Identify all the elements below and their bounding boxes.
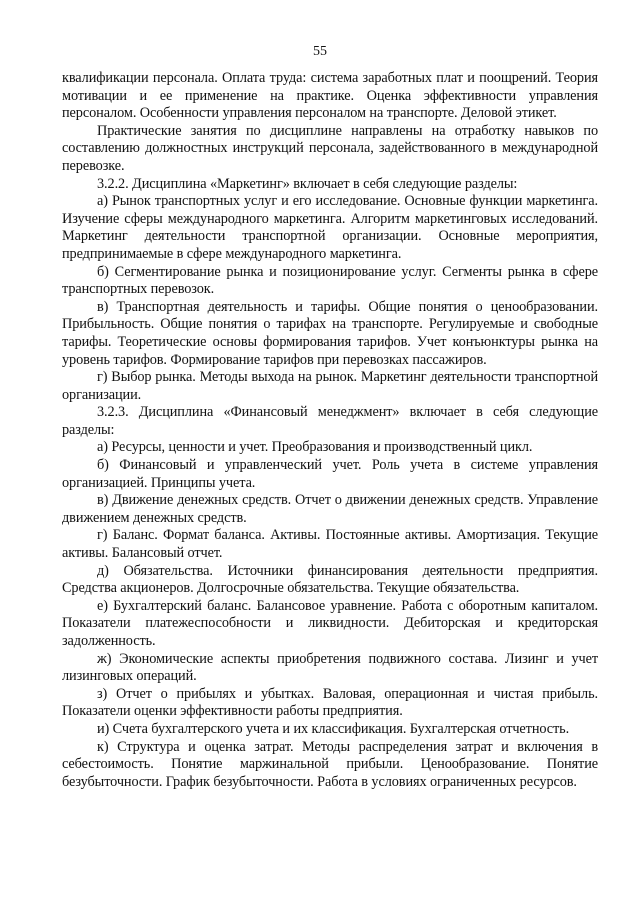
marketing-item-a: а) Рынок транспортных услуг и его исследование. Основные функции маркетинга. Изучение сферы международного маркетинга. Алгоритм маркетинговых исследований. Маркетинг деятельности транспортной организации. Основные мероприятия, предпринимаемые в сфере международного маркетинга. [62, 193, 598, 262]
finance-item-a: а) Ресурсы, ценности и учет. Преобразования и производственный цикл. [97, 439, 533, 456]
finance-item-v: в) Движение денежных средств. Отчет о движении денежных средств. Управление движением денежных средств. [62, 492, 598, 526]
finance-item-b: б) Финансовый и управленческий учет. Роль учета в системе управления организацией. Принципы учета. [62, 457, 598, 491]
finance-item-i: и) Счета бухгалтерского учета и их классификация. Бухгалтерская отчетность. [97, 720, 570, 737]
document-body [62, 70, 598, 791]
section-heading-financial-management: 3.2.3. Дисциплина «Финансовый менеджмент» включает в себя следующие разделы: [62, 404, 598, 438]
paragraph-practical-classes: Практические занятия по дисциплине направлены на отработку навыков по составлению должностных инструкций персонала, задействованного в международной перевозке. [62, 122, 598, 174]
finance-item-k: к) Структура и оценка затрат. Методы распределения затрат и включения в себестоимость. Понятие маржинальной прибыли. Ценообразование. Понятие безубыточности. График безубыточности. Работа в условиях ограниченных ресурсов. [62, 738, 598, 790]
marketing-item-v: в) Транспортная деятельность и тарифы. Общие понятия о ценообразовании. Прибыльность. Общие понятия о тарифах на транспорте. Регулируемые и свободные тарифы. Теоретические основы формирования тарифов. Учет конъюнктуры рынка на уровень тарифов. Формирование тарифов при перевозках пассажиров. [62, 298, 598, 368]
finance-item-g: г) Баланс. Формат баланса. Активы. Постоянные активы. Амортизация. Текущие активы. Балансовый отчет. [62, 527, 598, 562]
finance-item-zh: ж) Экономические аспекты приобретения подвижного состава. Лизинг и учет лизинговых операций. [62, 650, 598, 685]
finance-item-d: д) Обязательства. Источники финансирования деятельности предприятия. Средства акционеров. Долгосрочные обязательства. Текущие обязательства. [62, 562, 598, 597]
marketing-item-b: б) Сегментирование рынка и позиционирование услуг. Сегменты рынка в сфере транспортных перевозок. [62, 263, 598, 298]
marketing-item-g: г) Выбор рынка. Методы выхода на рынок. Маркетинг деятельности транспортной организации. [62, 369, 598, 403]
finance-item-z: з) Отчет о прибылях и убытках. Валовая, операционная и чистая прибыль. Показатели оценки эффективности работы предприятия. [62, 685, 598, 720]
finance-item-e: е) Бухгалтерский баланс. Балансовое уравнение. Работа с оборотным капиталом. Показатели платежеспособности и ликвидности. Дебиторская и кредиторская задолженность. [62, 597, 598, 649]
paragraph-continuation: квалификации персонала. Оплата труда: система заработных плат и поощрений. Теория мотивации и ее применение на практике. Оценка эффективности управления персоналом. Особенности управления персоналом на транспорте. Деловой этикет. [62, 70, 598, 122]
section-heading-marketing: 3.2.2. Дисциплина «Маркетинг» включает в себя следующие разделы: [97, 175, 518, 192]
page-number: 55 [313, 44, 327, 59]
